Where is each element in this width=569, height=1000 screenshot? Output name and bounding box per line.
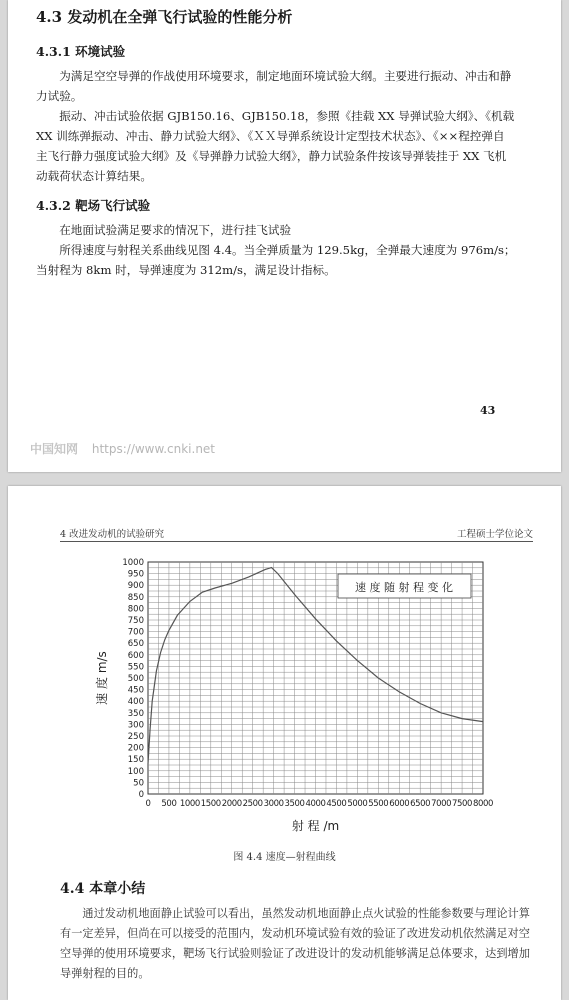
y-tick-label: 800 xyxy=(127,604,144,615)
page-number: 43 xyxy=(480,404,496,417)
section-title-4-4: 4.4 本章小结 xyxy=(60,881,146,897)
paragraph-line: 所得速度与射程关系曲线见图 4.4。当全弹质量为 129.5kg，全弹最大速度为 976m/s；当射程为 8km 时，导弹速度为 312m/s，满足设计指标。 xyxy=(36,243,516,277)
figure-caption: 图 4.4 速度—射程曲线 xyxy=(233,852,336,863)
y-tick-label: 550 xyxy=(127,662,144,673)
section-title-4-3: 4.3 发动机在全弹飞行试验的性能分析 xyxy=(36,8,293,26)
x-tick-label: 6000 xyxy=(389,799,410,809)
subsection-title-4-3-2: 4.3.2 靶场飞行试验 xyxy=(36,198,151,213)
y-tick-label: 200 xyxy=(127,743,144,754)
x-tick-label: 1000 xyxy=(179,799,200,809)
y-tick-label: 900 xyxy=(127,581,144,592)
cnki-watermark xyxy=(30,440,215,457)
y-tick-label: 500 xyxy=(127,674,144,684)
x-tick-label: 5000 xyxy=(347,799,368,809)
y-tick-label: 450 xyxy=(127,685,144,696)
y-axis-title: 速 度 m/s xyxy=(95,651,109,705)
y-tick-label: 50 xyxy=(133,778,144,789)
paragraph-line: 通过发动机地面静止试验可以看出，虽然发动机地面静止点火试验的性能参数要与理论计算有一定差异，但尚在可以接受的范围内，发动机环境试验有效的验证了改进发动机依然满足对空空导弹的使用环境要求，靶场飞行试验则验证了改进设计的发动机能够满足总体要求，达到增加导弹射程的目的。 xyxy=(60,907,530,980)
y-tick-label: 750 xyxy=(127,616,144,626)
legend-text: 速 度 随 射 程 变 化 xyxy=(355,581,453,594)
x-tick-label: 7500 xyxy=(452,799,473,809)
x-tick-label: 0 xyxy=(145,799,151,809)
y-tick-label: 150 xyxy=(127,755,144,766)
header-divider xyxy=(60,541,533,542)
subsection-title-4-3-1: 4.3.1 环境试验 xyxy=(36,44,126,59)
x-tick-label: 3000 xyxy=(263,799,284,809)
watermark-url: https://www.cnki.net xyxy=(91,442,216,456)
x-tick-label: 2000 xyxy=(221,799,242,809)
velocity-range-chart xyxy=(68,556,498,841)
x-tick-label: 1500 xyxy=(200,799,221,809)
x-tick-label: 3500 xyxy=(284,799,305,809)
x-tick-label: 4000 xyxy=(305,799,326,809)
x-tick-label: 6500 xyxy=(410,799,431,809)
y-tick-label: 850 xyxy=(127,592,144,603)
paragraph-environment-test xyxy=(36,66,516,186)
watermark-logo-text: 中国知网 xyxy=(30,442,79,456)
document-page-43 xyxy=(8,0,561,472)
y-tick-label: 300 xyxy=(127,720,144,731)
y-tick-label: 600 xyxy=(127,650,144,661)
y-tick-label: 350 xyxy=(127,708,144,719)
paragraph-line: 在地面试验满足要求的情况下，进行挂飞试验 xyxy=(59,223,292,237)
paragraph-line: 为满足空空导弹的作战使用环境要求，制定地面环境试验大纲。主要进行振动、冲击和静力试验。 xyxy=(36,69,512,103)
x-tick-label: 4500 xyxy=(326,799,347,809)
y-tick-label: 650 xyxy=(127,639,144,650)
y-tick-label: 100 xyxy=(127,766,144,777)
paragraph-range-flight-test xyxy=(36,220,516,280)
y-tick-label: 700 xyxy=(127,627,144,638)
paragraph-line: 振动、冲击试验依据 GJB150.16、GJB150.18，参照《挂载 XX 导弹试验大纲》、《机载 XX 训练弹振动、冲击、静力试验大纲》、《ＸＸ导弹系统设计定型技术状态》、《××程控弹自主飞行静力强度试验大纲》及《导弹静力试验大纲》，静力试验条件按该导弹装挂于 XX 飞机动载荷状态计算结果。 xyxy=(36,109,515,183)
running-header-thesis: 工程硕士学位论文 xyxy=(456,529,533,540)
y-tick-label: 400 xyxy=(127,697,144,708)
x-axis-title: 射 程 /m xyxy=(291,819,340,833)
y-tick-label: 250 xyxy=(127,732,144,742)
y-tick-label: 1000 xyxy=(122,558,144,568)
document-page-44 xyxy=(8,486,561,1000)
x-tick-label: 500 xyxy=(161,799,177,809)
x-tick-label: 7000 xyxy=(431,799,452,809)
y-tick-label: 950 xyxy=(127,569,144,580)
running-header-chapter: 4 改进发动机的试验研究 xyxy=(60,529,165,540)
x-tick-label: 5500 xyxy=(368,799,389,809)
y-tick-label: 0 xyxy=(138,790,144,800)
x-tick-label: 8000 xyxy=(472,799,494,809)
paragraph-chapter-summary xyxy=(60,904,530,984)
x-tick-label: 2500 xyxy=(242,799,263,809)
